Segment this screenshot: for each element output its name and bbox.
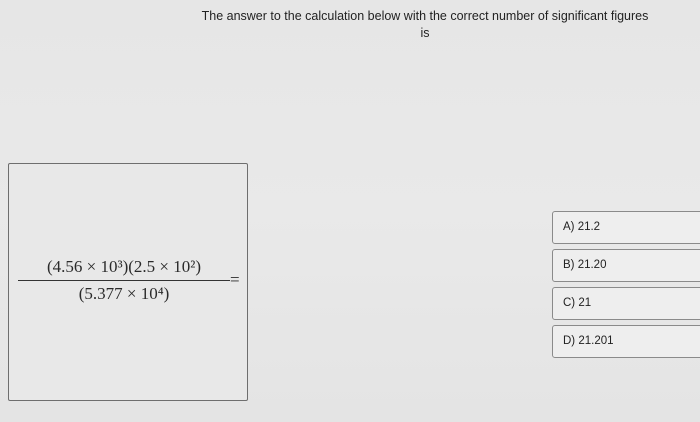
question-line-2: is [420, 26, 430, 40]
fraction-expression [18, 256, 230, 305]
fraction-bar [18, 280, 230, 281]
fraction-numerator: (4.56 × 10³)(2.5 × 10²) [46, 257, 201, 276]
fraction-denominator: (5.377 × 10⁴) [78, 284, 170, 303]
answer-choice-a[interactable]: A) 21.2 [552, 211, 700, 244]
answer-choice-d[interactable]: D) 21.201 [552, 325, 700, 358]
question-line-1: The answer to the calculation below with the correct number of significant figures [201, 9, 649, 23]
question-text [170, 8, 680, 42]
equals-sign: = [230, 270, 240, 289]
answer-choice-c[interactable]: C) 21 [552, 287, 700, 320]
answer-choice-b[interactable]: B) 21.20 [552, 249, 700, 282]
